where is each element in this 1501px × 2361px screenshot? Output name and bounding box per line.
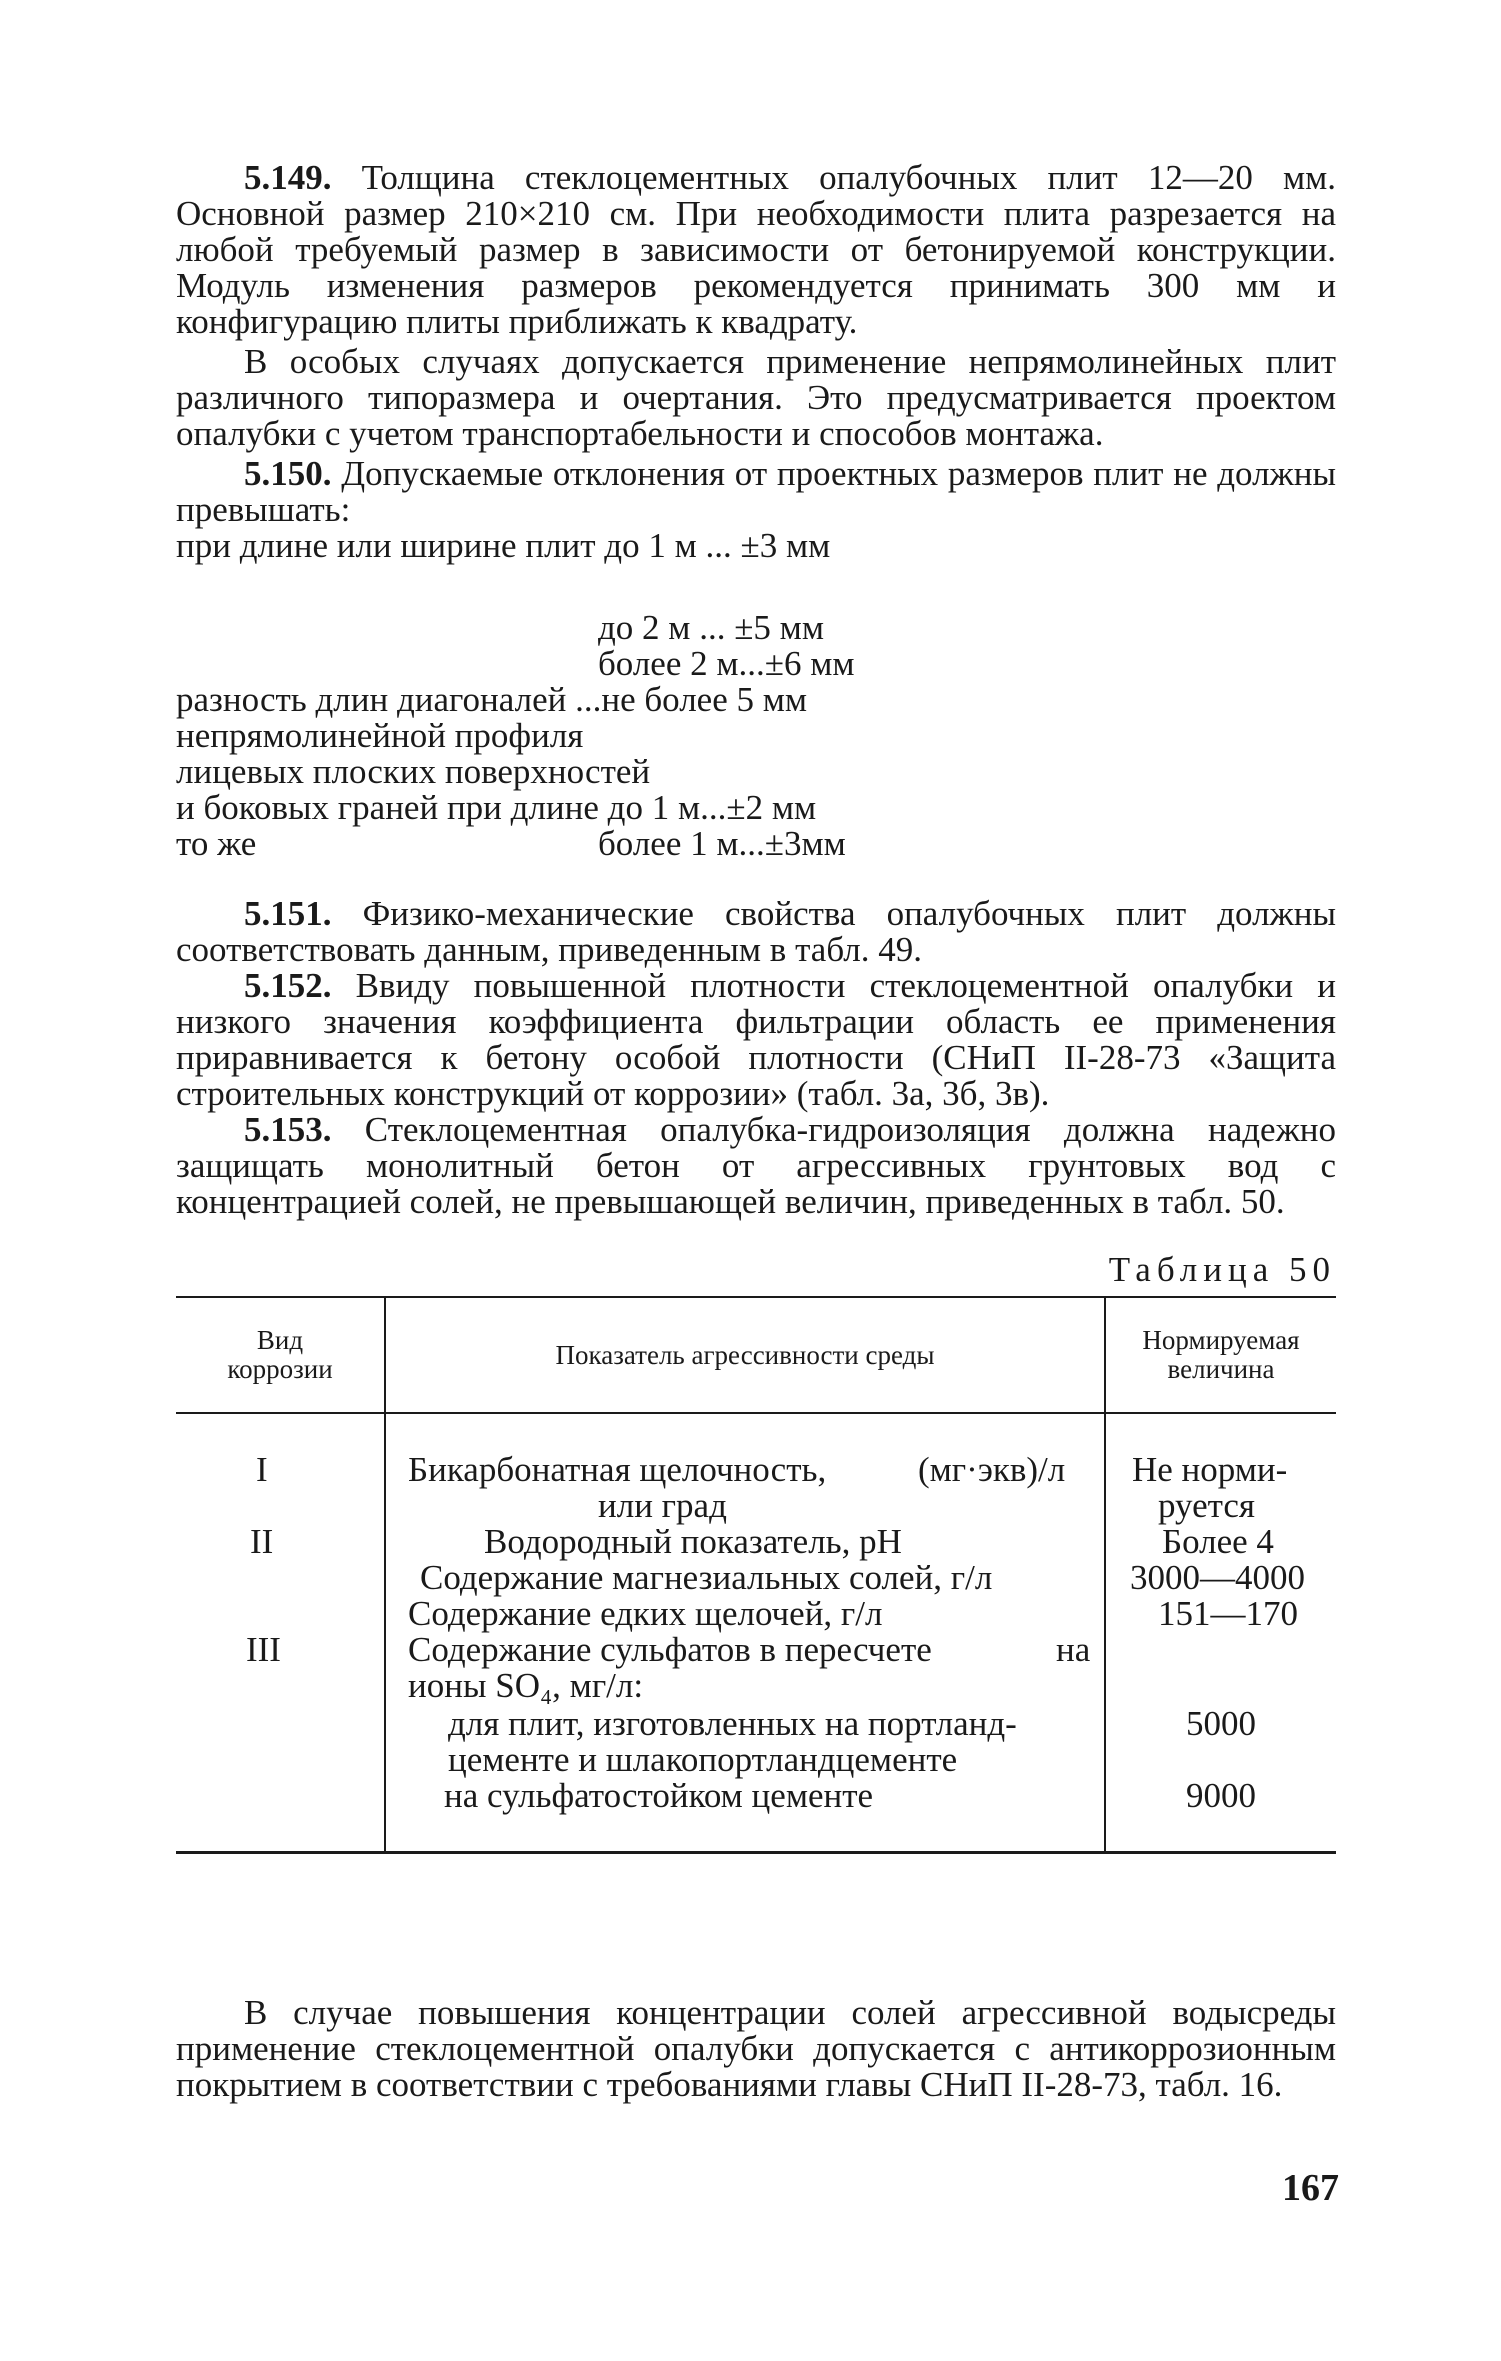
cell-indicator: или град — [598, 1486, 727, 1525]
cell-type: III — [246, 1630, 281, 1669]
clause-number: 5.150. — [244, 454, 332, 493]
clause-text: Ввиду повышенной плотности стеклоцементной опалубки и низкого значения коэффициента фильтрации область ее применения приравнивается к бетону особой плотности (СНиП II-28-73 «Защита строительных конструкций от коррозии» (табл. 3а, 3б, 3в). — [176, 966, 1336, 1113]
paragraph-5-149-continued: В особых случаях допускается применение непрямолинейных плит различного типоразмера и очертания. Это предусматривается проектом опалубки с учетом транспортабельности и способов монтажа. — [176, 342, 1336, 453]
cell-indicator: на сульфатостойком цементе — [444, 1776, 874, 1815]
column-divider — [384, 1298, 386, 1851]
paragraph-5-150 — [176, 456, 1336, 528]
cell-value: 3000—4000 — [1130, 1558, 1305, 1597]
tolerance-line: то же — [176, 824, 257, 863]
cell-indicator: Содержание магнезиальных солей, г/л — [420, 1558, 993, 1597]
header-indicator: Показатель агрессивности среды — [555, 1340, 935, 1370]
cell-value: 5000 — [1186, 1704, 1256, 1743]
cell-value: руется — [1158, 1486, 1255, 1525]
clause-number: 5.153. — [244, 1110, 332, 1149]
tolerance-line: более 1 м...±3мм — [598, 824, 846, 863]
paragraph-5-149 — [176, 160, 1336, 340]
page-number: 167 — [1282, 2167, 1339, 2209]
clause-text: Физико-механические свойства опалубочных плит должны соответствовать данным, приведенным в табл. 49. — [176, 894, 1336, 969]
tolerance-line: разность длин диагоналей ...не более 5 мм — [176, 680, 808, 719]
tolerance-line: до 2 м ... ±5 мм — [598, 608, 824, 647]
tolerance-line: при длине или ширине плит до 1 м ... ±3 мм — [176, 526, 831, 565]
cell-indicator: ионы SO₄, мг/л: — [408, 1666, 644, 1705]
table-50 — [176, 1296, 1336, 1854]
cell-type: I — [256, 1450, 268, 1489]
page-content — [176, 160, 1336, 1854]
cell-indicator: для плит, изготовленных на портланд- — [448, 1704, 1017, 1743]
clause-number: 5.149. — [244, 158, 332, 197]
paragraph-5-151 — [176, 896, 1336, 968]
paragraph-after-table: В случае повышения концентрации солей агрессивной водысреды применение стеклоцементной опалубки допускается с антикоррозионным покрытием в соответствии с требованиями главы СНиП II-28-73, табл. 16. — [176, 1993, 1336, 2104]
clause-text: Допускаемые отклонения от проектных размеров плит не должны превышать: — [176, 454, 1336, 529]
cell-indicator: Водородный показатель, pH — [484, 1522, 902, 1561]
tolerance-line: лицевых плоских поверхностей — [176, 752, 651, 791]
cell-value: Не норми- — [1132, 1450, 1288, 1489]
cell-value: 151—170 — [1158, 1594, 1298, 1633]
cell-indicator: Содержание едких щелочей, г/л — [408, 1594, 883, 1633]
header-norm-value: Нормируемая величина — [1142, 1325, 1300, 1384]
cell-value: Более 4 — [1162, 1522, 1274, 1561]
cell-indicator: Содержание сульфатов в пересчете — [408, 1630, 932, 1669]
tolerance-line: непрямолинейной профиля — [176, 716, 584, 755]
clause-number: 5.152. — [244, 966, 332, 1005]
clause-text: Стеклоцементная опалубка-гидроизоляция должна надежно защищать монолитный бетон от агрессивных грунтовых вод с концентрацией солей, не превышающей величин, приведенных в табл. 50. — [176, 1110, 1336, 1221]
cell-indicator: цементе и шлакопортландцементе — [448, 1740, 958, 1779]
paragraph-5-153 — [176, 1112, 1336, 1220]
header-corrosion-type: Вид коррозии — [227, 1325, 333, 1384]
table-caption: Таблица 50 — [1108, 1250, 1336, 1289]
tolerance-line: более 2 м...±6 мм — [598, 644, 855, 683]
cell-indicator: Бикарбонатная щелочность, — [408, 1450, 827, 1489]
cell-indicator: (мг·экв)/л — [918, 1450, 1066, 1489]
clause-number: 5.151. — [244, 894, 332, 933]
cell-indicator: на — [1056, 1630, 1091, 1669]
cell-type: II — [250, 1522, 274, 1561]
clause-text: Толщина стеклоцементных опалубочных плит 12—20 мм. Основной размер 210×210 см. При необходимости плита разрезается на любой требуемый размер в зависимости от бетонируемой конструкции. Модуль изменения размеров рекомендуется принимать 300 мм и конфигурацию плиты приближать к квадрату. — [176, 158, 1336, 341]
tolerance-line: и боковых граней при длине до 1 м...±2 мм — [176, 788, 817, 827]
paragraph-5-152 — [176, 968, 1336, 1112]
tolerance-list — [176, 528, 1336, 862]
cell-value: 9000 — [1186, 1776, 1256, 1815]
